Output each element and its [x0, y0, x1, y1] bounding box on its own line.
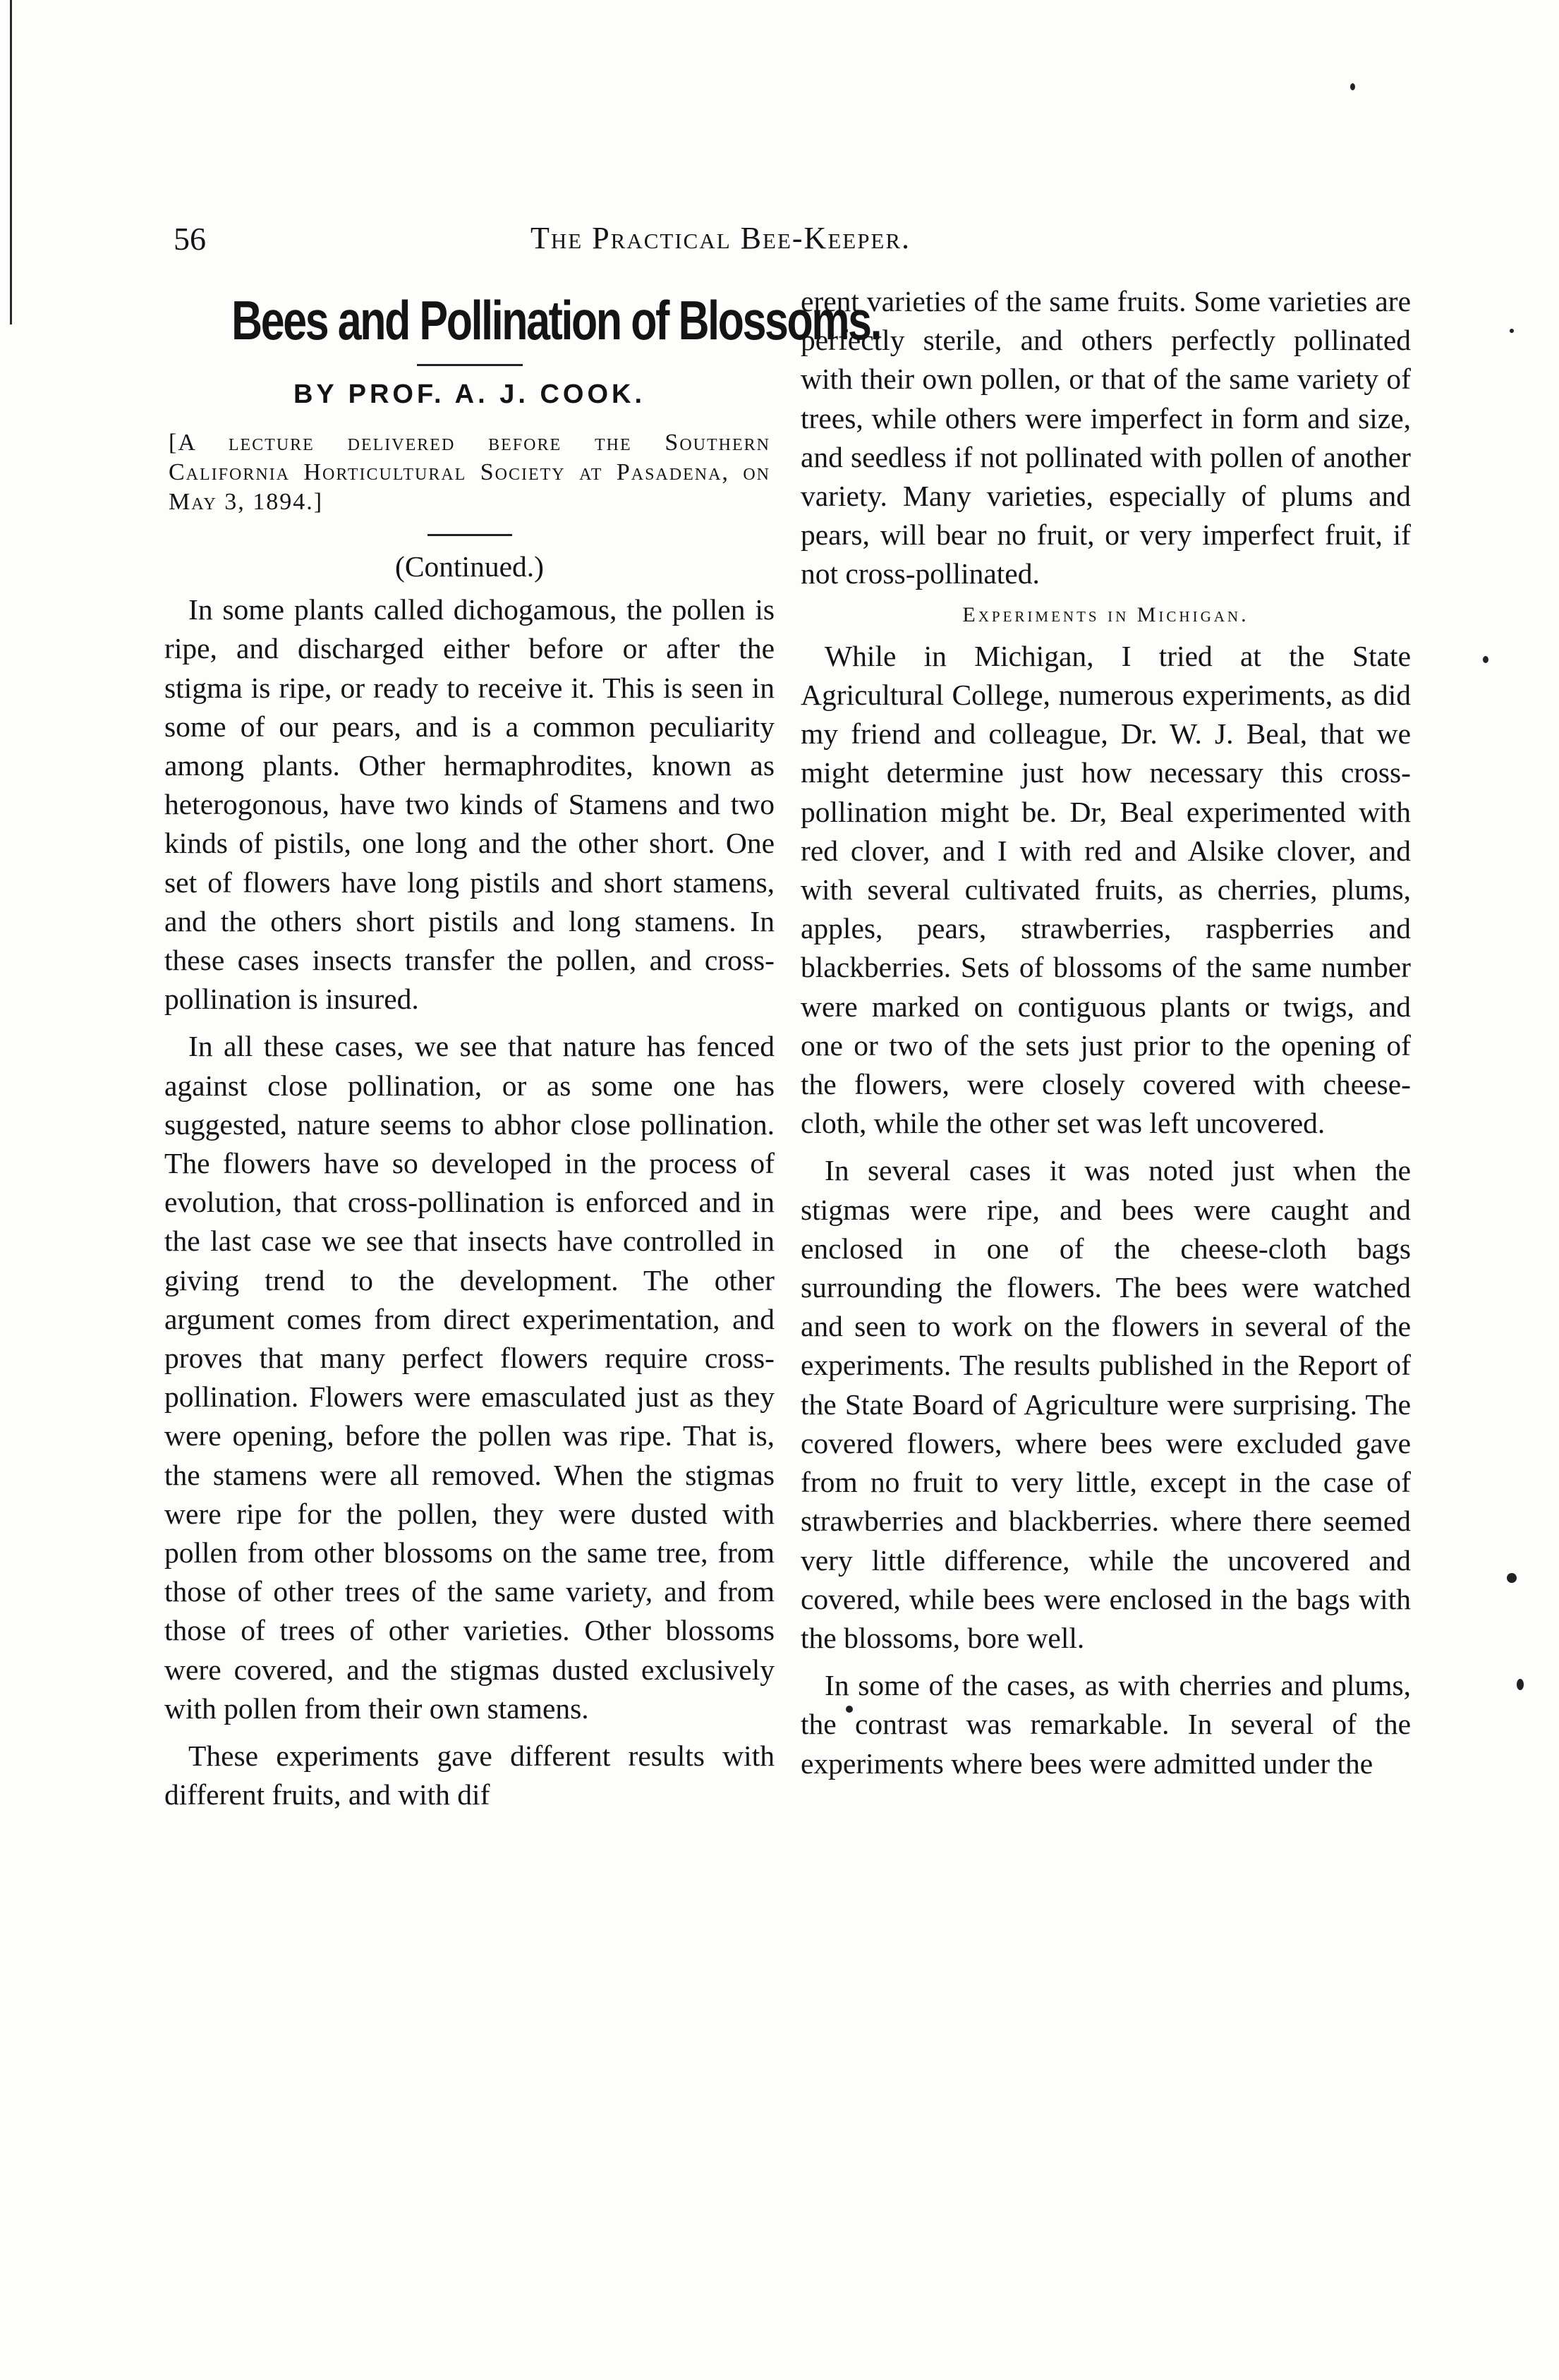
paragraph: While in Michigan, I tried at the State Agricultural College, numerous experiments, as did my friend and colleague, Dr. W. J. Beal, that we might determine just how necessary this cross-pollination might be. Dr, Beal experimented with red clover, and I with red and Alsike clover, and with several cultivated fruits, as cherries, plums, apples, pears, strawberries, raspberries and blackberries. Sets of blossoms of the same number were marked on contiguous plants or twigs, and one or two of the sets just prior to the opening of the flowers, were closely covered with cheese-cloth, while the other set was left uncovered. [801, 639, 1411, 1140]
ink-speck [1483, 656, 1488, 663]
running-title: The Practical Bee-Keeper. [530, 221, 911, 255]
page-number: 56 [174, 221, 206, 257]
left-column [164, 282, 881, 1815]
running-header [0, 220, 1559, 262]
ink-speck [1510, 329, 1514, 333]
ink-speck [1507, 1573, 1517, 1583]
right-column [801, 282, 1411, 1783]
lecture-note: [A lecture delivered before the Southern California Horticultural Society at Pasadena, on May 3, 1894.] [169, 430, 770, 515]
paragraph-continued: erent varieties of the same fruits. Some varieties are perfectly sterile, and others perfectly pollinated with their own pollen, or that of the same variety of trees, while others were imperfect in form and size, and seedless if not pollinated with pollen of another variety. Many varieties, especially of plums and pears, will bear no fruit, or very imperfect fruit, if not cross-pollinated. [801, 285, 1411, 590]
article-title: Bees and Pollination of Blossoms. [231, 289, 881, 351]
paragraph: In some of the cases, as with cherries and plums, the contrast was remarkable. In several of the experiments where bees were admitted under the [801, 1669, 1411, 1780]
ink-speck [1517, 1679, 1524, 1690]
paragraph: In several cases it was noted just when the stigmas were ripe, and bees were caught and enclosed in one of the cheese-cloth bags surrounding the flowers. The bees were watched and seen to work on the flowers in several of the experiments. The results published in the Report of the State Board of Agriculture were surprising. The covered flowers, where bees were excluded gave from no fruit to very little, except in the case of strawberries and blackberries. where there seemed very little difference, while the uncovered and covered, while bees were enclosed in the bags with the blossoms, bore well. [801, 1154, 1411, 1654]
title-rule [417, 364, 523, 366]
scan-edge-shadow [10, 0, 12, 324]
paragraph: In all these cases, we see that nature has fenced against close pollination, or as some one has suggested, nature seems to abhor close pollination. The flowers have so developed in the process of evolution, that cross-pollination is enforced and in the last case we see that insects have controlled in giving trend to the development. The other argument comes from direct experimentation, and proves that many perfect flowers require cross-pollination. Flowers were emasculated just as they were opening, before the pollen was ripe. That is, the stamens were all removed. When the stigmas were ripe for the pollen, they were dusted with pollen from other blossoms on the same tree, from those of other trees of the same variety, and from those of trees of other varieties. Other blossoms were covered, and the stigmas dusted exclusively with pollen from their own stamens. [164, 1030, 775, 1725]
continued-label: (Continued.) [395, 550, 544, 583]
section-subheading: Experiments in Michigan. [962, 602, 1249, 626]
ink-speck [1350, 83, 1355, 90]
paragraph: In some plants called dichogamous, the pollen is ripe, and discharged either before or after the stigma is ripe, or ready to receive it. This is seen in some of our pears, and is a common peculiarity among plants. Other hermaphrodites, known as heterogonous, have two kinds of Stamens and two kinds of pistils, one long and the other short. One set of flowers have long pistils and short stamens, and the others short pistils and long stamens. In these cases insects transfer the pollen, and cross-pollination is insured. [164, 593, 775, 1016]
paragraph: These experiments gave different results with different fruits, and with dif [164, 1740, 775, 1811]
note-rule [427, 534, 512, 536]
author-byline: BY PROF. A. J. COOK. [293, 380, 646, 409]
